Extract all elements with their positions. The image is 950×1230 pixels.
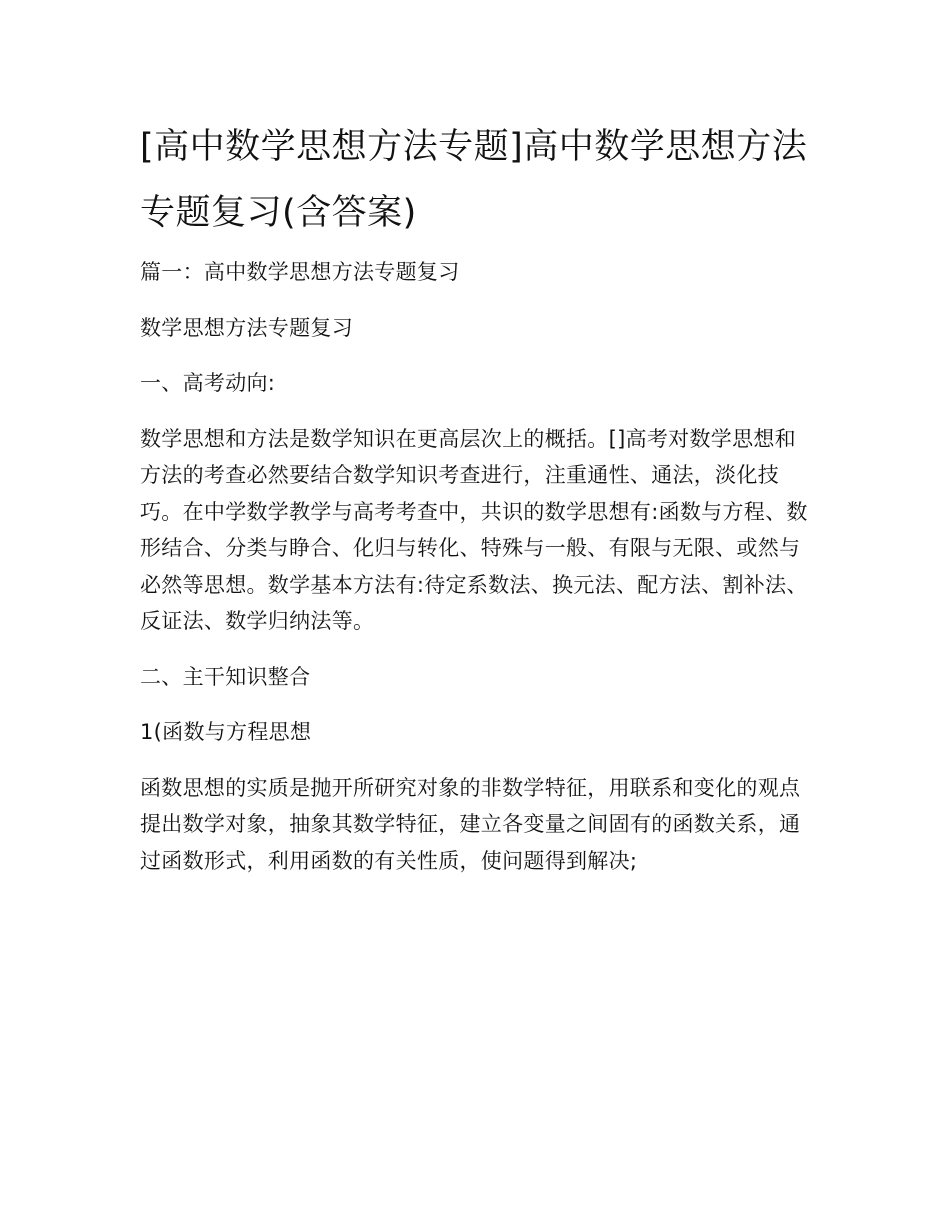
paragraph-exam-trends: 数学思想和方法是数学知识在更高层次上的概括。[]高考对数学思想和方法的考查必然要结合数学知识考查进行，注重通性、通法，淡化技巧。在中学数学教学与高考考查中，共识的数学思想有:函数与方程、数形结合、分类与睁合、化归与转化、特殊与一般、有限与无限、或然与必然等思想。数学基本方法有:待定系数法、换元法、配方法、割补法、反证法、数学归纳法等。 [140,426,808,633]
heading-main-knowledge: 二、主干知识整合 [140,664,311,689]
document-title-line-1: [高中数学思想方法专题]高中数学思想方法 [140,127,808,167]
section-heading: 篇一：高中数学思想方法专题复习 [140,260,460,284]
document-page [140,118,815,879]
document-title-line-2: 专题复习(含答案) [140,193,417,233]
heading-function-equation: 1(函数与方程思想 [140,720,312,744]
document-subtitle: 数学思想方法专题复习 [140,315,353,340]
paragraph-function-thinking: 函数思想的实质是抛开所研究对象的非数学特征，用联系和变化的观点提出数学对象，抽象其数学特征，建立各变量之间固有的函数关系，通过函数形式，利用函数的有关性质，使问题得到解决; [140,775,801,873]
heading-exam-trends: 一、高考动向: [140,371,276,395]
